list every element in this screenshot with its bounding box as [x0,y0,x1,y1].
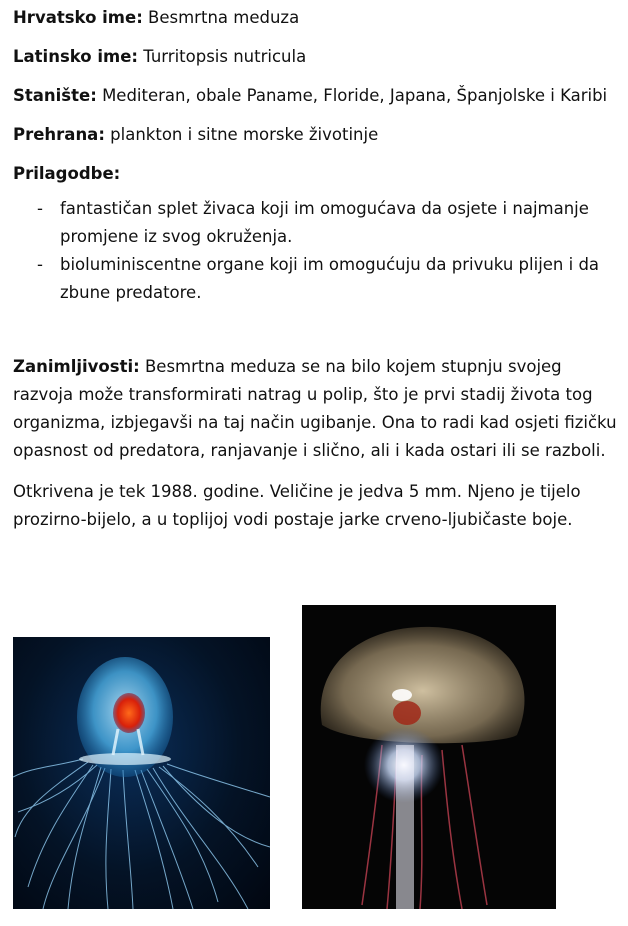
croatian-name-value: Besmrtna meduza [148,8,300,27]
diet-label: Prehrana: [13,125,105,144]
document-page [13,4,621,547]
croatian-name-field [13,4,621,32]
list-item [13,251,621,307]
jellyfish-photo-glowing [302,605,556,909]
tentacles [13,759,270,909]
adaptations-label: Prilagodbe: [13,164,121,183]
list-item-text: fantastičan splet živaca koji im omogućava da osjete i najmanje promjene iz svog okruženja. [60,199,589,246]
discovery-paragraph: Otkrivena je tek 1988. godine. Veličine je jedva 5 mm. Njeno je tijelo prozirno-bijelo, a u toplijoj vodi postaje jarke crveno-ljubičaste boje. [13,482,581,529]
list-item-text: bioluminiscentne organe koji im omogućuju da privuku plijen i da zbune predatore. [60,255,600,302]
bell-rim [79,753,171,765]
section-spacer [13,307,621,353]
habitat-field [13,82,621,110]
latin-name-value: Turritopsis nutricula [143,47,307,66]
bell [321,627,525,743]
jellyfish-glowing-illustration [302,605,556,909]
habitat-value: Mediteran, obale Paname, Floride, Japana, Španjolske i Karibi [102,86,608,105]
croatian-name-label: Hrvatsko ime: [13,8,143,27]
habitat-label: Stanište: [13,86,97,105]
adaptations-list [13,195,621,307]
diet-field [13,121,621,149]
latin-name-field [13,43,621,71]
diet-value: plankton i sitne morske životinje [110,125,379,144]
interesting-text: Besmrtna meduza se na bilo kojem stupnju svojeg razvoja može transformirati natrag u polip, što je prvi stadij života tog organizma, izbjegavši na taj način ugibanje. Ona to radi kad osjeti fizičku opasnost od predatora, ranjavanje i slično, ali i kada ostari ili se razboli. [13,357,617,460]
list-dash: - [37,199,43,218]
list-dash: - [37,255,43,274]
latin-name-label: Latinsko ime: [13,47,139,66]
red-core [113,693,145,733]
interesting-paragraph [13,353,621,465]
list-item [13,195,621,251]
jellyfish-photo-blue [13,637,270,909]
interesting-label: Zanimljivosti: [13,357,140,376]
adaptations-field [13,160,621,188]
red-spot [393,701,421,725]
jellyfish-blue-illustration [13,637,270,909]
